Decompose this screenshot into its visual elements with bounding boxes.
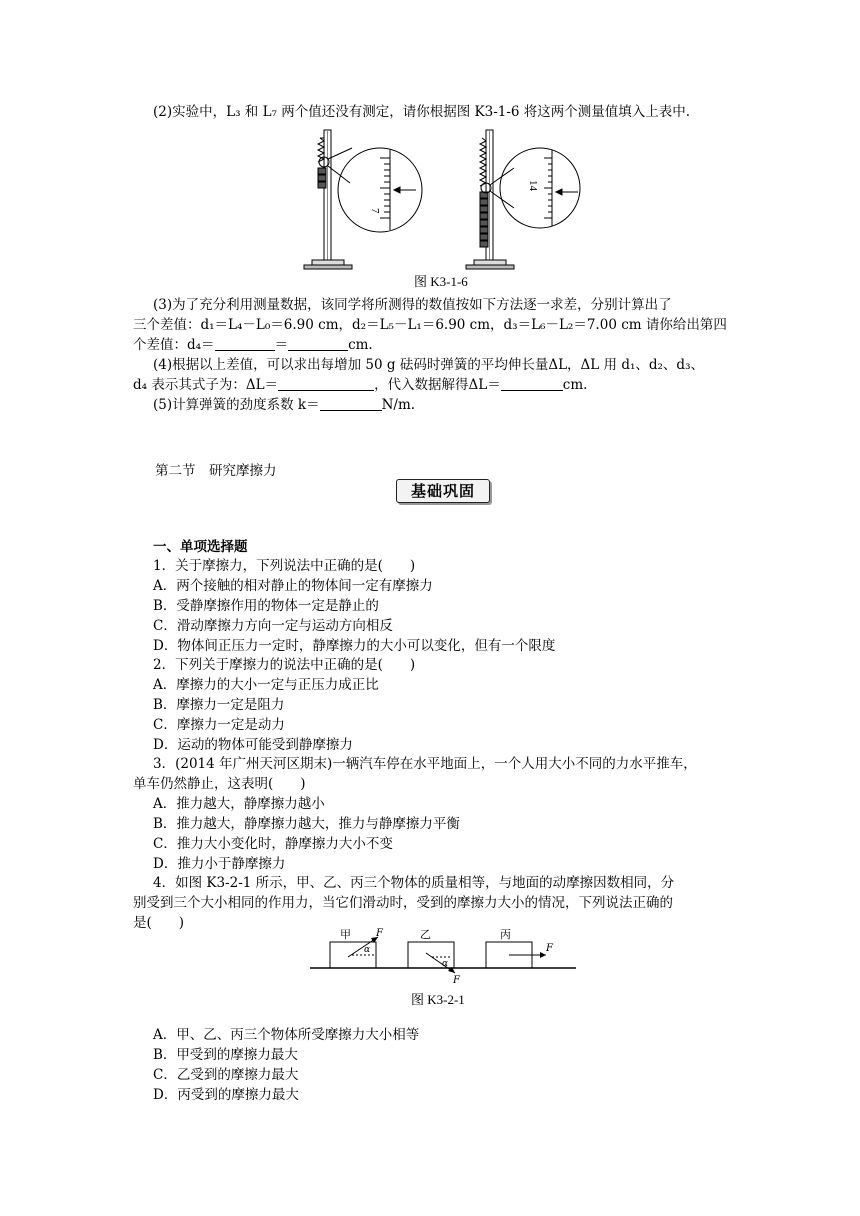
label-bing: 丙	[500, 928, 511, 941]
label-yi: 乙	[420, 928, 431, 941]
spring-scale-figure	[290, 128, 590, 270]
force-label-jia: F	[376, 928, 383, 939]
section-title: 第二节 研究摩擦力	[155, 463, 277, 479]
answer-blank-d4-expr[interactable]	[215, 337, 275, 351]
force-label-yi: F	[453, 975, 460, 985]
q3-option-c[interactable]: C．推力大小变化时，静摩擦力大小不变	[153, 836, 393, 852]
right-scale-label: 14	[527, 180, 539, 191]
part3-line2: 三个差值：d₁＝L₄－L₀＝6.90 cm，d₂＝L₅－L₁＝6.90 cm，d₃＝L₆－L₂＝7.00 cm 请你给出第四	[133, 317, 727, 333]
part4-line2-c: cm.	[562, 377, 588, 393]
q1-option-c[interactable]: C．滑动摩擦力方向一定与运动方向相反	[153, 618, 393, 634]
q4-stem-line1: 4．如图 K3-2-1 所示，甲、乙、丙三个物体的质量相等，与地面的动摩擦因数相同，分	[153, 875, 675, 891]
q3-option-d[interactable]: D．推力小于静摩擦力	[153, 856, 286, 872]
q1-option-a[interactable]: A．两个接触的相对静止的物体间一定有摩擦力	[153, 578, 433, 594]
q2-option-c[interactable]: C．摩擦力一定是动力	[153, 717, 285, 733]
q3-stem-line2: 单车仍然静止，这表明( )	[133, 776, 306, 792]
right-magnified-scale	[500, 148, 580, 228]
angle-label-yi: α	[442, 959, 449, 969]
part3-line1: (3)为了充分利用测量数据，该同学将所测得的数值按如下方法逐一求差，分别计算出了	[153, 297, 672, 313]
answer-blank-delta-l-expr[interactable]	[278, 377, 374, 391]
q4-option-a[interactable]: A．甲、乙、丙三个物体所受摩擦力大小相等	[153, 1027, 420, 1043]
part3-line3-c: cm.	[348, 337, 373, 353]
part4-line2-a: d₄ 表示其式子为：ΔL＝	[133, 377, 279, 393]
part4-line2-b: ，代入数据解得ΔL＝	[374, 377, 501, 393]
q4-option-c[interactable]: C．乙受到的摩擦力最大	[153, 1067, 299, 1083]
part4-line1: (4)根据以上差值，可以求出每增加 50 g 砝码时弹簧的平均伸长量ΔL，ΔL 用 d₁、d₂、d₃、	[153, 357, 704, 373]
section-banner: 基础巩固	[396, 479, 490, 503]
question-type-heading: 一、单项选择题	[153, 539, 248, 555]
left-scale-label: 7	[369, 208, 381, 214]
q4-stem-line2: 别受到三个大小相同的作用力，当它们滑动时，受到的摩擦力大小的情况，下列说法正确的	[133, 895, 673, 911]
part5-line1-b: N/m.	[381, 397, 416, 413]
q2-option-b[interactable]: B．摩擦力一定是阻力	[153, 697, 285, 713]
part3-line3-b: ＝	[274, 337, 289, 353]
q4-option-b[interactable]: B．甲受到的摩擦力最大	[153, 1047, 298, 1063]
part2-line1: (2)实验中，L₃ 和 L₇ 两个值还没有测定，请你根据图 K3-1-6 将这两个测量值填入上表中.	[153, 104, 691, 120]
q4-option-d[interactable]: D．丙受到的摩擦力最大	[153, 1087, 299, 1103]
q3-option-b[interactable]: B．推力越大，静摩擦力越大，推力与静摩擦力平衡	[153, 816, 460, 832]
part4-line2	[133, 376, 587, 394]
part5-line1-a: (5)计算弹簧的劲度系数 k＝	[153, 397, 320, 413]
q2-option-a[interactable]: A．摩擦力的大小一定与正压力成正比	[153, 677, 379, 693]
angle-label-jia: α	[364, 945, 371, 955]
left-magnified-scale	[338, 148, 422, 232]
part5-line1	[153, 396, 415, 414]
q4-stem-line3: 是( )	[133, 915, 185, 931]
q2-stem: 2．下列关于摩擦力的说法中正确的是( )	[153, 657, 416, 673]
left-apparatus	[304, 130, 352, 269]
answer-blank-d4-value[interactable]	[288, 337, 348, 351]
part3-line3-a: 个差值：d₄＝	[133, 337, 215, 353]
q1-stem: 1．关于摩擦力，下列说法中正确的是( )	[153, 558, 416, 574]
answer-blank-k-value[interactable]	[320, 397, 382, 411]
figure-caption-k3-1-6: 图 K3-1-6	[414, 274, 468, 289]
figure-caption-k3-2-1: 图 K3-2-1	[411, 992, 465, 1007]
part3-line3	[133, 336, 373, 354]
q1-option-b[interactable]: B．受静摩擦作用的物体一定是静止的	[153, 598, 379, 614]
q3-option-a[interactable]: A．推力越大，静摩擦力越小	[153, 796, 325, 812]
label-jia: 甲	[340, 928, 351, 941]
force-label-bing: F	[546, 943, 553, 954]
q2-option-d[interactable]: D．运动的物体可能受到静摩擦力	[153, 737, 353, 753]
q1-option-d[interactable]: D．物体间正压力一定时，静摩擦力的大小可以变化，但有一个限度	[153, 638, 556, 654]
three-blocks-figure	[310, 925, 576, 985]
right-apparatus	[466, 130, 514, 269]
q3-stem-line1: 3．(2014 年广州天河区期末)一辆汽车停在水平地面上，一个人用大小不同的力水平推车，	[153, 756, 697, 772]
answer-blank-delta-l-value[interactable]	[501, 377, 563, 391]
